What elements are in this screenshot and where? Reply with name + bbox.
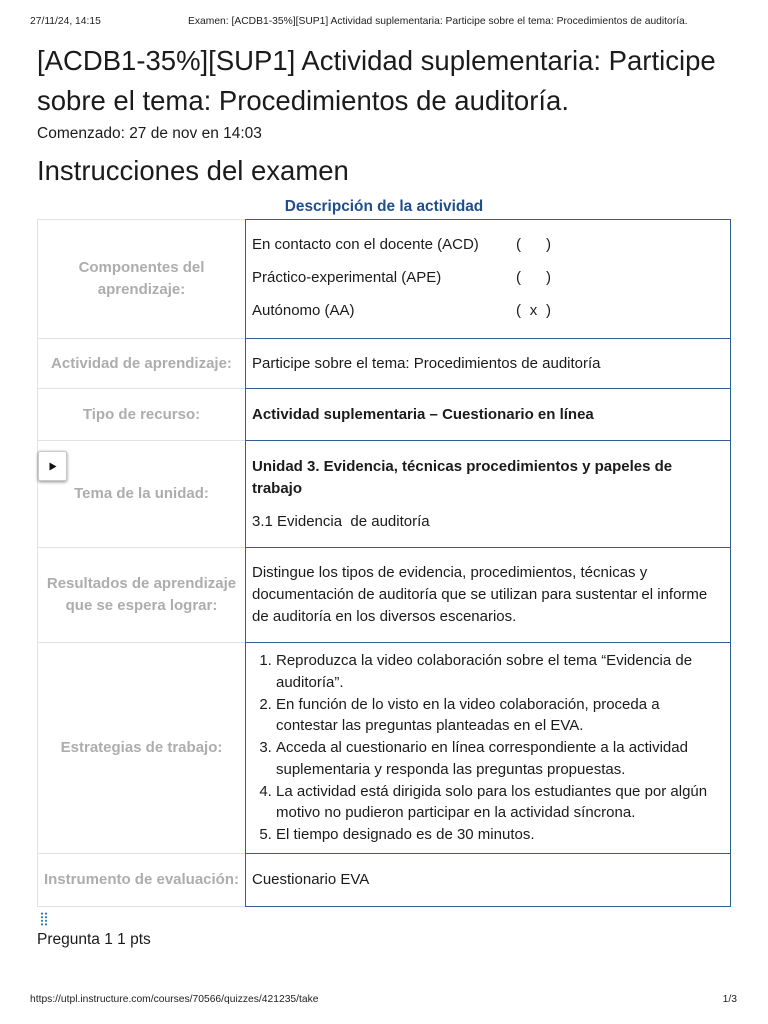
- row-value-unit-topic: [245, 440, 731, 548]
- print-header-datetime: 27/11/24, 14:15: [30, 16, 101, 27]
- activity-table-caption: Descripción de la actividad: [284, 198, 484, 215]
- work-strategies-list: [252, 650, 715, 846]
- row-label-work-strategies: Estrategias de trabajo:: [37, 642, 245, 854]
- row-value-components: [245, 219, 731, 339]
- component-item: [252, 294, 721, 327]
- component-mark: ( x ): [516, 301, 551, 319]
- row-label-components: Componentes del aprendizaje:: [37, 219, 245, 339]
- print-footer-url: https://utpl.instructure.com/courses/70566/quizzes/421235/take: [30, 994, 319, 1005]
- row-label-evaluation-instrument: Instrumento de evaluación:: [37, 853, 245, 907]
- row-value-evaluation-instrument: [245, 853, 731, 907]
- component-item: [252, 261, 721, 294]
- component-label: Autónomo (AA): [252, 301, 355, 319]
- unit-subtopic: 3.1 Evidencia de auditoría: [252, 512, 430, 530]
- row-label-learning-activity: Actividad de aprendizaje:: [37, 338, 245, 389]
- component-mark: ( ): [516, 268, 551, 286]
- question-header: [37, 930, 151, 950]
- row-value-resource-type: [245, 388, 731, 441]
- unit-title: Unidad 3. Evidencia, técnicas procedimientos y papeles de trabajo: [252, 457, 673, 497]
- quiz-title: [ACDB1-35%][SUP1] Actividad suplementaria: Participe sobre el tema: Procedimientos de auditoría.: [37, 45, 716, 116]
- instructions-heading: Instrucciones del examen: [37, 155, 349, 186]
- row-value-learning-activity: [245, 338, 731, 389]
- learning-activity-text: Participe sobre el tema: Procedimientos de auditoría: [252, 354, 601, 372]
- question-points: 1 pts: [117, 931, 151, 948]
- component-mark: ( ): [516, 235, 551, 253]
- strategy-item: 3. Acceda al cuestionario en línea correspondiente a la actividad suplementaria y responda las preguntas propuestas.: [276, 737, 715, 781]
- print-footer-page-number: 1/3: [722, 994, 737, 1005]
- row-label-resource-type: Tipo de recurso:: [37, 388, 245, 441]
- row-label-unit-topic: Tema de la unidad:: [37, 440, 245, 548]
- strategy-item: 4. La actividad está dirigida solo para los estudiantes que por algún motivo no pudieron participar en la actividad síncrona.: [276, 781, 715, 825]
- strategy-item: 2. En función de lo visto en la video colaboración, proceda a contestar las preguntas planteadas en el EVA.: [276, 694, 715, 738]
- evaluation-instrument-text: Cuestionario EVA: [252, 871, 370, 888]
- print-header-title: Examen: [ACDB1-35%][SUP1] Actividad suplementaria: Participe sobre el tema: Procedimientos de auditoría.: [188, 16, 688, 27]
- expand-button[interactable]: [38, 451, 67, 481]
- quiz-start-time: Comenzado: 27 de nov en 14:03: [37, 125, 262, 142]
- expected-results-text: Distingue los tipos de evidencia, procedimientos, técnicas y documentación de auditoría que se utilizan para sustentar el informe de auditoría en los diversos escenarios.: [252, 564, 708, 625]
- component-label: En contacto con el docente (ACD): [252, 235, 479, 253]
- component-item: [252, 228, 721, 261]
- question-name: Pregunta 1: [37, 931, 113, 948]
- row-label-expected-results: Resultados de aprendizaje que se espera lograr:: [37, 547, 245, 643]
- resource-type-text: Actividad suplementaria – Cuestionario en línea: [252, 405, 594, 423]
- strategy-item: 5. El tiempo designado es de 30 minutos.: [276, 824, 715, 846]
- row-value-expected-results: [245, 547, 731, 643]
- row-value-work-strategies: [245, 642, 731, 854]
- play-icon: [49, 462, 57, 471]
- strategy-item: 1. Reproduzca la video colaboración sobre el tema “Evidencia de auditoría”.: [276, 650, 715, 694]
- component-label: Práctico-experimental (APE): [252, 268, 442, 286]
- drag-handle-icon[interactable]: [40, 912, 48, 926]
